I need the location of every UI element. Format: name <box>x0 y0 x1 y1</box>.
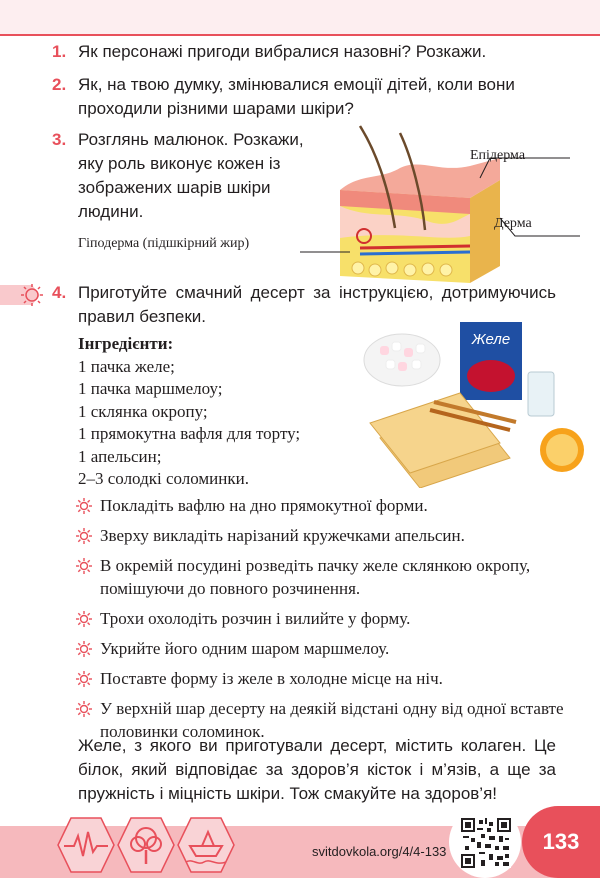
ingredient-item: 1 пачка маршмелоу; <box>78 379 223 398</box>
hypodermis-label: Гіподерма (підшкірний жир) <box>78 236 250 251</box>
question-text: Розглянь малюнок. Розкажи, яку роль виконує кожен із зображених шарів шкіри людини. <box>78 130 304 221</box>
question-number: 3. <box>52 130 67 149</box>
ingredient-item: 1 пачка желе; <box>78 356 175 376</box>
step-item <box>76 554 576 600</box>
step-item <box>76 637 576 660</box>
epidermis-label: Епідерма <box>470 148 526 163</box>
ingredient-item: 2–3 солодкі соломинки. <box>78 469 249 488</box>
step-item <box>76 607 576 630</box>
sun-bullet-icon <box>76 528 92 544</box>
step-text: Укрийте його одним шаром маршмелоу. <box>100 639 390 658</box>
step-text: Покладіть вафлю на дно прямокутної форми. <box>100 496 428 515</box>
closing-paragraph: Желе, з якого ви приготували десерт, містить колаген. Це білок, який відповідає за здоров’я кісток і м’язів, а ще за пружність і міцність шкіри. Тож смакуйте на здоров’я! <box>78 736 556 803</box>
footer-link[interactable]: svitdovkola.org/4/4-133 <box>312 844 447 859</box>
tree-icon <box>116 816 176 874</box>
ingredient-item: 1 прямокутна вафля для торту; <box>78 424 301 443</box>
step-item <box>76 494 576 517</box>
step-text: В окремій посудині розведіть пачку желе склянкою окропу, помішуючи до повного розчинення. <box>100 556 531 598</box>
ingredients-list <box>78 333 300 491</box>
sun-bullet-icon <box>76 701 92 717</box>
question-text: Приготуйте смачний десерт за інструкцією, дотримуючись правил безпеки. <box>78 283 556 326</box>
skin-layers-illustration <box>300 118 580 288</box>
step-item <box>76 524 576 547</box>
sun-bullet-icon <box>76 611 92 627</box>
boat-icon <box>176 816 236 874</box>
question-text: Як персонажі пригоди вибралися назовні? Розкажи. <box>78 42 487 61</box>
ingredients-header: Інгредієнти: <box>78 334 174 353</box>
step-item <box>76 667 576 690</box>
step-text: Трохи охолодіть розчин і вилийте у форму. <box>100 609 411 628</box>
question-text: Як, на твою думку, змінювалися емоції дітей, коли вони проходили різними шарами шкіри? <box>78 75 515 118</box>
page-number: 133 <box>522 806 600 878</box>
heartbeat-icon <box>56 816 116 874</box>
sun-bullet-icon <box>76 671 92 687</box>
dermis-label: Дерма <box>494 216 532 231</box>
sun-bullet-icon <box>76 641 92 657</box>
question-number: 4. <box>52 283 67 302</box>
top-band <box>0 0 600 34</box>
ingredient-item: 1 склянка окропу; <box>78 401 208 421</box>
question-number: 2. <box>52 75 67 94</box>
jelly-pack-label: Желе <box>471 331 511 348</box>
question-number: 1. <box>52 42 67 61</box>
step-text: Зверху викладіть нарізаний кружечками апельсин. <box>100 526 465 545</box>
ingredient-item: 1 апельсин; <box>78 446 162 466</box>
sun-bullet-icon <box>76 498 92 514</box>
top-divider <box>0 34 600 36</box>
step-text: Поставте форму із желе в холодне місце на ніч. <box>100 669 443 688</box>
activity-sun-icon <box>0 281 48 309</box>
sun-bullet-icon <box>76 558 92 574</box>
ingredients-photo <box>360 318 590 488</box>
recipe-steps <box>76 494 576 750</box>
qr-code[interactable] <box>461 818 511 868</box>
step-text: У верхній шар десерту на деякій відстані одну від одної вставте половинки соломинок. <box>100 699 564 741</box>
